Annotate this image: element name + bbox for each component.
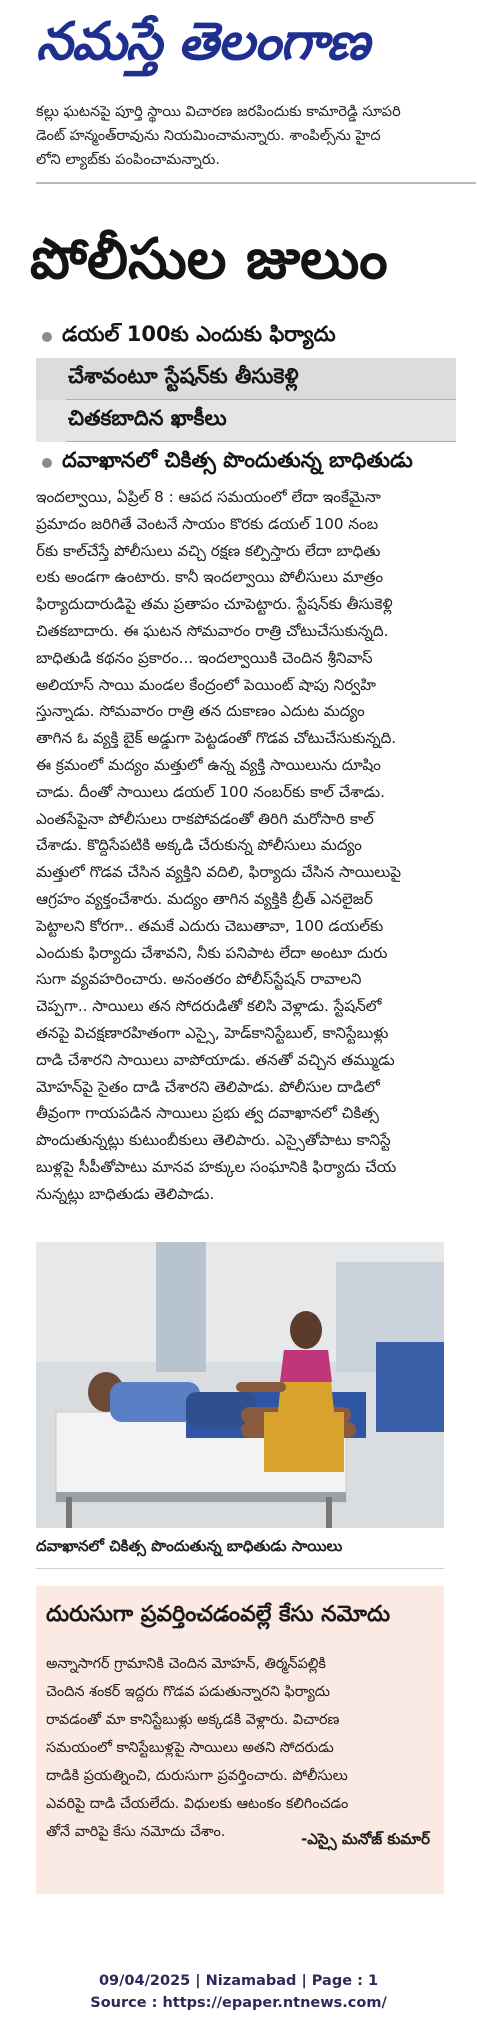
text-line: ఈ క్రమంలో మద్యం మత్తులో ఉన్న వ్యక్తి సాయిలును దూషిం [36, 755, 381, 774]
text-line: తనపై విచక్షణారహితంగా ఎస్సై, హెడ్‌కానిస్టేబుల్, కానిస్టేబుళ్లు [36, 1023, 389, 1042]
text-line: ఎంతసేపైనా పోలీసులు రాకపోవడంతో తిరిగి మరోసారి కాల్ [36, 809, 374, 828]
text-line: చెప్పగా.. సాయిలు తన సోదరుడితో కలిసి వెళ్లాడు. స్టేషన్‌లో [36, 997, 382, 1016]
text-line: ఇందల్వాయి, ఏప్రిల్ 8 : ఆపద సమయంలో లేదా ఇంకేమైనా [36, 488, 381, 506]
text-line: ఫిర్యాదుదారుడిపై తమ ప్రతాపం చూపెట్టారు. స్టేషన్‌కు తీసుకెళ్లి [36, 595, 393, 614]
bullet-icon [42, 458, 52, 468]
text-line: నున్నట్లు బాధితుడు తెలిపాడు. [36, 1184, 215, 1203]
text-line: పెట్టాలని కోరగా.. తమకే ఎదురు చెబుతావా, 100 డయల్‌కు [36, 916, 384, 935]
sub-headline: చితకబాదిన ఖాకీలు [36, 400, 456, 442]
text-line: దాడి చేశారని సాయిలు వాపోయాడు. తనతో వచ్చిన తమ్ముడు [36, 1050, 395, 1069]
text-line: బాధితుడి కథనం ప్రకారం... ఇందల్వాయికి చెందిన శ్రీనివాస్ [36, 648, 373, 667]
text-line: బుళ్లపై సీపీతోపాటు మానవ హక్కుల సంఘానికి ఫిర్యాదు చేయ [36, 1157, 397, 1176]
newspaper-logo: నమస్తే తెలంగాణ [36, 11, 369, 72]
footer-source: Source : https://epaper.ntnews.com/ [90, 1995, 387, 2011]
text-line: తీవ్రంగా గాయపడిన సాయిలు ప్రభు త్వ దవాఖానలో చికిత్స [36, 1104, 379, 1123]
bullet-icon [42, 332, 52, 342]
sub-headline: డయల్ 100కు ఎందుకు ఫిర్యాదు [36, 316, 456, 358]
footer [0, 1970, 477, 2014]
text-line: చితకబాదారు. ఈ ఘటన సోమవారం రాత్రి చోటుచేసుకున్నది. [36, 621, 389, 640]
text-line: మత్తులో గొడవ చేసిన వ్యక్తిని వదిలి, ఫిర్యాదు చేసిన సాయిలుపై [36, 863, 402, 882]
text-line: తోనే వారిపై కేసు నమోదు చేశాం. [46, 1824, 226, 1840]
text-line: ర్‌కు కాల్‌చేస్తే పోలీసులు వచ్చి రక్షణ కల్పిస్తారు లేదా బాధితు [36, 541, 381, 560]
intro-line: లోని ల్యాబ్‌కు పంపించామన్నారు. [36, 152, 221, 168]
box-text [46, 1650, 436, 1846]
sub-headlines [36, 316, 456, 484]
intro-line: డెంట్ హన్మంత్‌రావును నియమించామన్నారు. శాంపిల్స్‌ను హైద [36, 128, 381, 144]
section-divider [36, 182, 476, 184]
intro-paragraph [36, 100, 476, 172]
text-line: మోహన్‌పై సైతం దాడి చేశారని తెలిపాడు. పోలీసుల దాడిలో [36, 1077, 380, 1096]
box-title: దురుసుగా ప్రవర్తించడంవల్లే కేసు నమోదు [46, 1602, 391, 1627]
box-signature: -ఎస్సై మనోజ్ కుమార్ [301, 1830, 430, 1848]
text-line: ఆగ్రహం వ్యక్తంచేశారు. మద్యం తాగిన వ్యక్తికి బ్రీత్ ఎనలైజర్ [36, 889, 373, 908]
photo-caption: దవాఖానలో చికిత్స పొందుతున్న బాధితుడు సాయిలు [36, 1528, 444, 1569]
text-line: లకు అండగా ఉంటారు. కానీ ఇందల్వాయి పోలీసులు మాత్రం [36, 568, 384, 587]
text-line: సమయంలో కానిస్టేబుళ్లపై సాయిలు అతని సోదరుడు [46, 1740, 334, 1756]
text-line: ఎవరిపై దాడి చేయలేదు. విధులకు ఆటంకం కలిగించడం [46, 1796, 349, 1812]
victim-photo [36, 1242, 444, 1528]
text-line: ఎందుకు ఫిర్యాదు చేశావని, నీకు పనిపాట లేదా అంటూ దురు [36, 943, 388, 962]
text-line: దాడికి ప్రయత్నించి, దురుసుగా ప్రవర్తించారు. పోలీసులు [46, 1768, 348, 1784]
text-line: రావడంతో మా కానిస్టేబుళ్లు అక్కడకి వెళ్లారు. విచారణ [46, 1712, 340, 1728]
text-line: సుగా వ్యవహరించారు. అనంతరం పోలీస్‌స్టేషన్ రావాలని [36, 970, 362, 989]
text-line: అలియాస్ సాయి మండల కేంద్రంలో పెయింట్ షాపు నిర్వహి [36, 675, 376, 694]
text-line: పొందుతున్నట్లు కుటుంబీకులు తెలిపారు. ఎస్సైతోపాటు కానిస్టే [36, 1131, 391, 1150]
sub-headline: దవాఖానలో చికిత్స పొందుతున్న బాధితుడు [36, 442, 456, 484]
text-line: ప్రమాదం జరిగితే వెంటనే సాయం కొరకు డయల్ 100 నంబ [36, 514, 379, 533]
text-line: చాడు. దీంతో సాయిలు డయల్ 100 నంబర్‌కు కాల్ చేశాడు. [36, 782, 385, 801]
text-line: తాగిన ఓ వ్యక్తి బైక్ అడ్డుగా పెట్టడంతో గొడవ చోటుచేసుకున్నది. [36, 729, 397, 748]
footer-date-edition: 09/04/2025 | Nizamabad | Page : 1 [98, 1973, 379, 1989]
masthead [36, 4, 436, 92]
hospital-photo-illustration [36, 1242, 444, 1528]
sidebar-box [36, 1586, 444, 1894]
intro-line: కల్లు ఘటనపై పూర్తి స్థాయి విచారణ జరపిందుకు కామారెడ్డి సూపరి [36, 104, 401, 120]
text-line: స్తున్నాడు. సోమవారం రాత్రి తన దుకాణం ఎదుట మద్యం [36, 702, 365, 721]
text-line: అన్నాసాగర్ గ్రామానికి చెందిన మోహన్, తిర్మన్‌పల్లికి [46, 1656, 326, 1672]
text-line: చేశాడు. కొద్దిసేపటికి అక్కడి చేరుకున్న పోలీసులు మద్యం [36, 836, 362, 855]
text-line: చెందిన శంకర్ ఇద్దరు గొడవ పడుతున్నారని ఫిర్యాదు [46, 1684, 330, 1700]
sub-headline: చేశావంటూ స్టేషన్‌కు తీసుకెళ్లి [36, 358, 456, 400]
article-body [36, 484, 476, 1208]
article-headline: పోలీసుల జులుం [30, 227, 388, 292]
